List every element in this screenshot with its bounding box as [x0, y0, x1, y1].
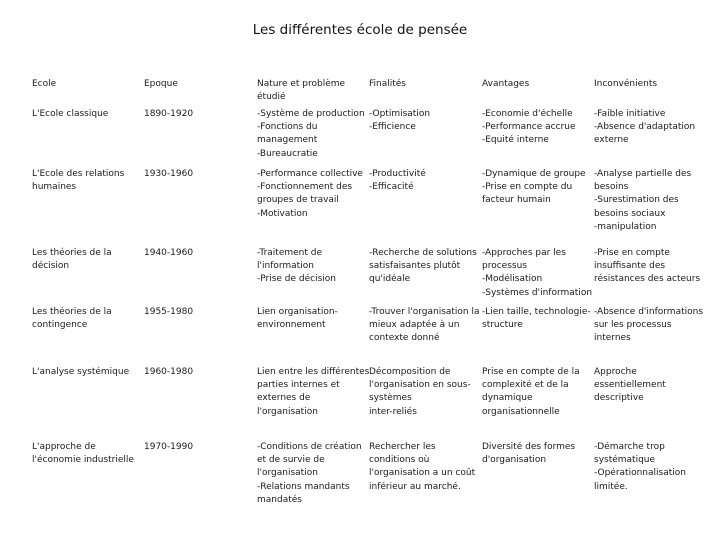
cell-finalites: -Recherche de solutions satisfaisantes plutôt qu'idéale — [369, 248, 477, 285]
cell-finalites: Rechercher les conditions où l'organisation a un coût inférieur au marché. — [369, 442, 476, 492]
cell-epoque: 1930-1960 — [144, 169, 194, 179]
header-finalites: Finalités — [369, 79, 406, 89]
cell-ecole: L'Ecole classique — [32, 109, 109, 119]
cell-ecole: L'analyse systémique — [32, 367, 130, 377]
cell-nature: -Conditions de création et de survie de l'organisation -Relations mandants mandatés — [257, 442, 362, 505]
cell-ecole: Les théories de la décision — [32, 248, 112, 272]
cell-ecole: L'Ecole des relations humaines — [32, 169, 125, 193]
page-title: Les différentes école de pensée — [252, 22, 468, 38]
header-inconvenients: Inconvénients — [594, 79, 658, 89]
cell-inconvenients: -Analyse partielle des besoins -Surestimation des besoins sociaux -manipulation — [594, 169, 692, 232]
cell-epoque: 1970-1990 — [144, 442, 194, 452]
cell-epoque: 1960-1980 — [144, 367, 194, 377]
cell-nature: -Système de production -Fonctions du management -Bureaucratie — [257, 109, 365, 159]
cell-finalites: -Productivité -Efficacité — [369, 169, 426, 193]
cell-inconvenients: -Prise en compte insuffisante des résistances des acteurs — [594, 248, 701, 285]
cell-nature: Lien organisation- environnement — [257, 307, 338, 331]
cell-nature: -Performance collective -Fonctionnement des groupes de travail -Motivation — [257, 169, 363, 219]
cell-finalites: -Trouver l'organisation la mieux adaptée à un contexte donné — [369, 307, 480, 344]
cell-nature: -Traitement de l'information -Prise de décision — [257, 248, 337, 285]
cell-avantages: -Lien taille, technologie- structure — [482, 307, 591, 331]
cell-avantages: Diversité des formes d'organisation — [482, 442, 576, 466]
cell-inconvenients: -Absence d'informations sur les processus internes — [594, 307, 704, 344]
cell-avantages: -Economie d'échelle -Performance accrue -Equité interne — [482, 109, 576, 146]
cell-avantages: -Dynamique de groupe -Prise en compte du facteur humain — [482, 169, 586, 206]
cell-epoque: 1955-1980 — [144, 307, 194, 317]
cell-ecole: Les théories de la contingence — [32, 307, 112, 331]
cell-inconvenients: -Démarche trop systématique -Opérationnalisation limitée. — [594, 442, 686, 492]
header-avantages: Avantages — [482, 79, 530, 89]
cell-avantages: -Approches par les processus -Modélisation -Systèmes d'information — [482, 248, 593, 298]
cell-ecole: L'approche de l'économie industrielle — [32, 442, 134, 466]
cell-inconvenients: Approche essentiellement descriptive — [594, 367, 666, 404]
cell-finalites: -Optimisation -Efficience — [369, 109, 431, 133]
header-epoque: Epoque — [144, 79, 178, 89]
cell-epoque: 1890-1920 — [144, 109, 194, 119]
header-nature: Nature et problème étudié — [257, 79, 346, 103]
cell-nature: Lien entre les différentes parties internes et externes de l'organisation — [257, 367, 370, 417]
cell-finalites: Décomposition de l'organisation en sous- systèmes inter-reliés — [369, 367, 471, 417]
header-ecole: Ecole — [32, 79, 57, 89]
cell-epoque: 1940-1960 — [144, 248, 194, 258]
cell-avantages: Prise en compte de la complexité et de la dynamique organisationnelle — [482, 367, 580, 417]
cell-inconvenients: -Faible initiative -Absence d'adaptation externe — [594, 109, 696, 146]
